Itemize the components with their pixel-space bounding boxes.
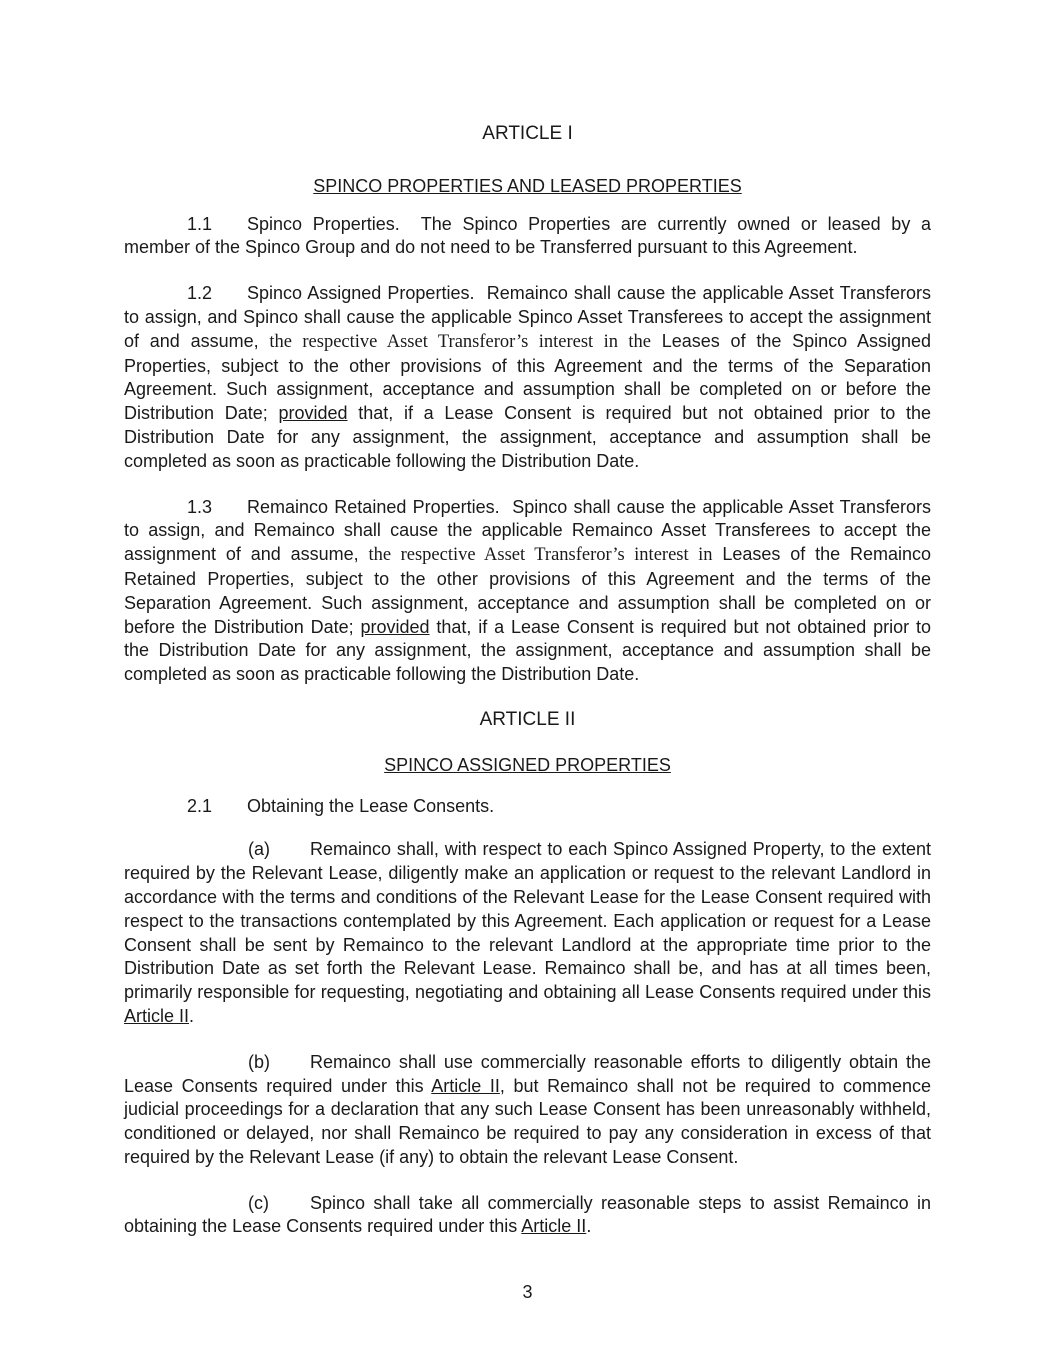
clause-a — [124, 838, 931, 1028]
document-page — [124, 122, 931, 1261]
section-number: 2.1 — [187, 795, 213, 816]
section-caption: Spinco Properties. — [247, 213, 400, 234]
article-2-heading: ARTICLE II — [479, 708, 576, 730]
section-text-serif: the respective Asset Transferor’s interest in the — [269, 331, 651, 352]
article-2-title: SPINCO ASSIGNED PROPERTIES — [384, 754, 671, 775]
clause-label: (c) — [248, 1192, 269, 1213]
clause-text: Spinco shall take all commercially reasonable steps to assist Remainco in obtaining the Lease Consents required under this — [124, 1192, 931, 1237]
section-number: 1.3 — [187, 496, 213, 517]
provided-term: provided — [278, 403, 348, 424]
section-2-1 — [124, 795, 931, 819]
clause-label: (b) — [248, 1051, 270, 1072]
clause-text: Remainco shall use commercially reasonable efforts to diligently obtain the Lease Consents required under this — [124, 1051, 931, 1096]
page-number: 3 — [522, 1282, 533, 1302]
section-text: Remainco shall cause the applicable Asset Transferors to assign, and Spinco shall cause the applicable Spinco Asset Transferees to accept the assignment of and assume, — [124, 283, 931, 351]
section-1-3 — [124, 496, 931, 687]
section-text: Leases of the Spinco Assigned Properties, subject to the other provisions of this Agreement and the terms of the Separation Agreement. Such assignment, acceptance and assumption shall be completed on or before the Distribution Date; — [124, 330, 931, 424]
article-1-title: SPINCO PROPERTIES AND LEASED PROPERTIES — [313, 175, 742, 196]
section-text: that, if a Lease Consent is required but not obtained prior to the Distribution Date for any assignment, the assignment, acceptance and assumption shall be completed as soon as practicable following the Distribution Date. — [124, 403, 931, 471]
clause-label: (a) — [248, 839, 270, 860]
section-caption: Obtaining the Lease Consents. — [247, 795, 495, 816]
section-text: that, if a Lease Consent is required but not obtained prior to the Distribution Date for any assignment, the assignment, acceptance and assumption shall be completed as soon as practicable following the Distribution Date. — [124, 616, 931, 685]
section-caption: Spinco Assigned Properties. — [247, 283, 475, 304]
article-1-heading: ARTICLE I — [482, 123, 573, 144]
section-text: Leases of the Remainco Retained Properties, subject to the other provisions of this Agreement and the terms of the Separation Agreement. Such assignment, acceptance and assumption shall be completed on or before the Distribution Date; — [124, 544, 931, 637]
article-reference: Article II — [431, 1075, 500, 1096]
clause-b — [124, 1051, 931, 1170]
section-text: The Spinco Properties are currently owned or leased by a member of the Spinco Group and do not need to be Transferred pursuant to this Agreement. — [124, 213, 931, 258]
clause-c — [124, 1192, 931, 1240]
clause-end: . — [586, 1216, 592, 1237]
clause-text: Remainco shall, with respect to each Spinco Assigned Property, to the extent required by the Relevant Lease, diligently make an application or request to the relevant Landlord in accordance with the terms and conditions of the Relevant Lease for the Lease Consent required with respect to the transactions contemplated by this Agreement. Each application or request for a Lease Consent shall be sent by Remainco to the relevant Landlord at the appropriate time prior to the Distribution Date as set forth the Relevant Lease. Remainco shall be, and has at all times been, primarily responsible for requesting, negotiating and obtaining all Lease Consents required under this — [124, 839, 931, 1003]
section-number: 1.1 — [187, 213, 213, 234]
section-number: 1.2 — [187, 283, 213, 304]
section-caption: Remainco Retained Properties. — [247, 496, 500, 517]
article-reference: Article II — [124, 1005, 190, 1026]
article-reference: Article II — [521, 1216, 587, 1237]
section-1-2 — [124, 282, 931, 473]
provided-term: provided — [360, 616, 430, 637]
section-text: Spinco shall cause the applicable Asset Transferors to assign, and Remainco shall cause the applicable Remainco Asset Transferees to accept the assignment of and assume, — [124, 496, 931, 565]
clause-end: . — [189, 1005, 195, 1026]
section-1-1 — [124, 213, 931, 261]
clause-text: , but Remainco shall not be required to commence judicial proceedings for a declaration that any such Lease Consent has been unreasonably withheld, conditioned or delayed, nor shall Remainco be required to pay any consideration in excess of that required by the Relevant Lease (if any) to obtain the relevant Lease Consent. — [124, 1075, 931, 1167]
section-text-serif: the respective Asset Transferor’s interest in — [368, 545, 713, 566]
